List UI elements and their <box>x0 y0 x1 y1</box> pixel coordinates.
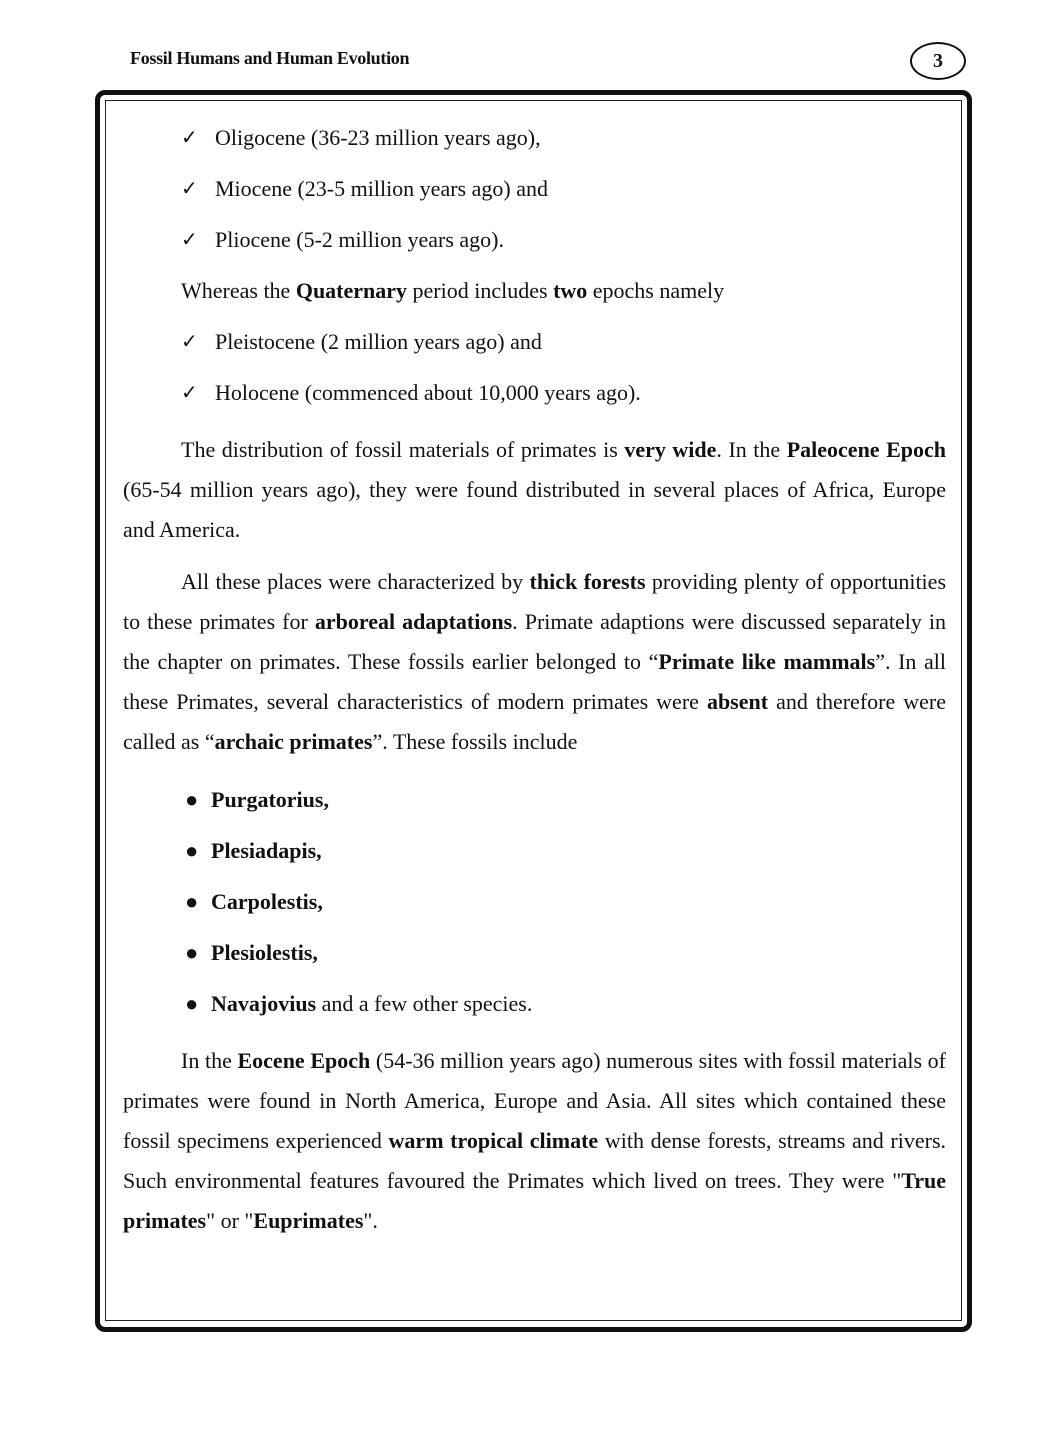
page-number-badge <box>910 42 966 80</box>
paragraph-eocene <box>123 1041 946 1241</box>
bullet-icon: ● <box>185 786 199 812</box>
text: period includes <box>407 277 554 303</box>
bullet-icon: ● <box>185 837 199 863</box>
bold-term: very wide <box>624 437 717 462</box>
epoch-text: Miocene (23-5 million years ago) and <box>215 175 548 201</box>
text: ”. In all these Primates, several characteristics of modern primates were <box>123 649 946 714</box>
list-item <box>123 163 946 214</box>
list-item <box>123 316 946 367</box>
bold-term: Euprimates <box>253 1208 364 1233</box>
bullet-icon: ● <box>185 888 199 914</box>
bold-term: absent <box>706 689 769 714</box>
epoch-text: Pliocene (5-2 million years ago). <box>215 226 504 252</box>
text: In the <box>181 1048 238 1073</box>
bold-term: thick forests <box>529 569 646 594</box>
list-item <box>123 978 946 1029</box>
fossil-name: Navajovius <box>211 990 317 1016</box>
list-item <box>123 367 946 418</box>
checkmark-icon: ✓ <box>181 228 198 251</box>
checkmark-icon: ✓ <box>181 330 198 353</box>
bold-term: warm tropical climate <box>388 1128 599 1153</box>
list-item <box>123 876 946 927</box>
text: and therefore were called as “ <box>123 689 946 754</box>
bold-term: Paleocene Epoch <box>786 437 947 462</box>
text: ". <box>363 1208 378 1233</box>
paragraph-distribution <box>123 430 946 550</box>
list-item <box>123 214 946 265</box>
text: The distribution of fossil materials of primates is <box>181 437 625 462</box>
list-item <box>123 112 946 163</box>
text: (54-36 million years ago) numerous sites with fossil materials of primates were found in North America, Europe and Asia. All sites which contained these fossil specimens experienced <box>123 1048 946 1153</box>
fossil-name: Purgatorius, <box>211 786 329 812</box>
page-content <box>123 112 946 1241</box>
text: All these places were characterized by <box>181 569 530 594</box>
text: Whereas the <box>181 277 296 303</box>
text: . Primate adaptions were discussed separately in the chapter on primates. These fossils earlier belonged to “ <box>123 609 946 674</box>
bold-term: Eocene Epoch <box>237 1048 371 1073</box>
epoch-text: Pleistocene (2 million years ago) and <box>215 328 542 354</box>
text: ”. These fossils include <box>372 729 578 754</box>
bold-term: arboreal adaptations <box>314 609 513 634</box>
text: with dense forests, streams and rivers. Such environmental features favoured the Primates which lived on trees. They were " <box>123 1128 947 1193</box>
fossil-name: Carpolestis, <box>211 888 323 914</box>
bullet-icon: ● <box>185 990 199 1016</box>
bold-term: two <box>553 277 588 303</box>
fossil-name: Plesiadapis, <box>211 837 322 863</box>
epoch-text: Oligocene (36-23 million years ago), <box>215 124 541 150</box>
checkmark-icon: ✓ <box>181 126 198 149</box>
tertiary-epoch-list <box>123 112 946 265</box>
quaternary-intro <box>123 265 946 316</box>
bold-term: archaic primates <box>214 729 373 754</box>
bold-term: True primates <box>123 1168 946 1233</box>
paragraph-archaic-primates <box>123 562 946 762</box>
list-item <box>123 825 946 876</box>
fossil-list <box>123 774 946 1029</box>
checkmark-icon: ✓ <box>181 381 198 404</box>
epoch-text: Holocene (commenced about 10,000 years ago). <box>215 379 641 405</box>
text: . In the <box>716 437 787 462</box>
page-number: 3 <box>933 49 943 72</box>
text: " or " <box>206 1208 254 1233</box>
fossil-name: Plesiolestis, <box>211 939 318 965</box>
bold-term: Primate like mammals <box>658 649 876 674</box>
text: epochs namely <box>587 277 725 303</box>
checkmark-icon: ✓ <box>181 177 198 200</box>
bullet-icon: ● <box>185 939 199 965</box>
text: (65-54 million years ago), they were found distributed in several places of Africa, Europe and America. <box>123 477 946 542</box>
text: and a few other species. <box>316 990 533 1016</box>
running-header-title: Fossil Humans and Human Evolution <box>130 48 410 68</box>
text: providing plenty of opportunities to these primates for <box>123 569 947 634</box>
list-item <box>123 927 946 978</box>
quaternary-epoch-list <box>123 316 946 418</box>
bold-term: Quaternary <box>295 277 408 303</box>
list-item <box>123 774 946 825</box>
